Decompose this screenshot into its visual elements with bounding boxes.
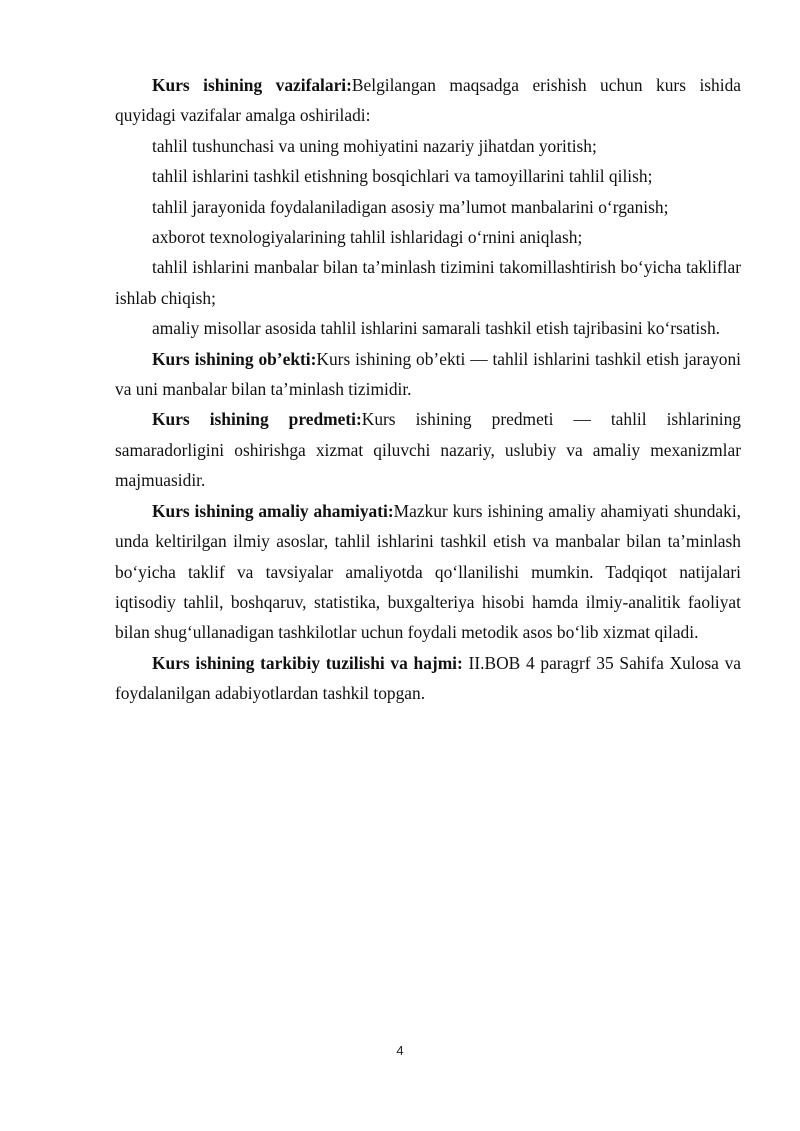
objective-item: tahlil ishlarini tashkil etishning bosqichlari va tamoyillarini tahlil qilish; — [152, 166, 653, 187]
objectives-intro: Belgilangan maqsadga erishish uchun kurs ishida quyidagi vazifalar amalga oshiriladi: — [115, 75, 741, 126]
page-body — [115, 70, 741, 709]
objective-item: tahlil ishlarini manbalar bilan ta’minlash tizimini takomillashtirish bo‘yicha takliflar ishlab chiqish; — [115, 257, 741, 308]
objectives-paragraph — [115, 70, 741, 131]
page-number: 4 — [396, 1043, 404, 1058]
significance-heading: Kurs ishining amaliy ahamiyati: — [152, 500, 394, 521]
subject-paragraph — [115, 404, 741, 495]
significance-paragraph — [115, 496, 741, 648]
objective-item: axborot texnologiyalarining tahlil ishlaridagi o‘rnini aniqlash; — [152, 227, 583, 248]
objective-item: tahlil jarayonida foydalaniladigan asosiy ma’lumot manbalarini o‘rganish; — [152, 196, 669, 217]
objectives-heading: Kurs ishining vazifalari: — [152, 75, 352, 95]
object-heading: Kurs ishining ob’ekti: — [152, 348, 317, 369]
subject-heading: Kurs ishining predmeti: — [152, 409, 362, 430]
structure-heading: Kurs ishining tarkibiy tuzilishi va hajmi: — [152, 652, 463, 673]
objective-item: tahlil tushunchasi va uning mohiyatini nazariy jihatdan yoritish; — [152, 135, 597, 156]
structure-paragraph — [115, 648, 741, 709]
object-paragraph — [115, 344, 741, 405]
significance-text: Mazkur kurs ishining amaliy ahamiyati shundaki, unda keltirilgan ilmiy asoslar, tahlil ishlarini tashkil etish va manbalar bilan ta’minlash bo‘yicha taklif va tavsiyalar amaliyotda qo‘llanilishi mumkin. Tadqiqot natijalari iqtisodiy tahlil, boshqaruv, statistika, buxgalteriya hisobi hamda ilmiy-analitik faoliyat bilan shug‘ullanadigan tashkilotlar uchun foydali metodik asos bo‘lib xizmat qiladi. — [115, 500, 741, 643]
object-text: Kurs ishining ob’ekti — tahlil ishlarini tashkil etish jarayoni va uni manbalar bilan ta’minlash tizimidir. — [115, 348, 741, 400]
subject-text: Kurs ishining predmeti — tahlil ishlarining samaradorligini oshirishga xizmat qiluvchi nazariy, uslubiy va amaliy mexanizmlar majmuasidir. — [115, 409, 741, 491]
structure-text: II.BOB 4 paragrf 35 Sahifa Xulosa va foydalanilgan adabiyotlardan tashkil topgan. — [115, 652, 741, 704]
objective-item: amaliy misollar asosida tahlil ishlarini samarali tashkil etish tajribasini ko‘rsatish. — [152, 318, 720, 339]
